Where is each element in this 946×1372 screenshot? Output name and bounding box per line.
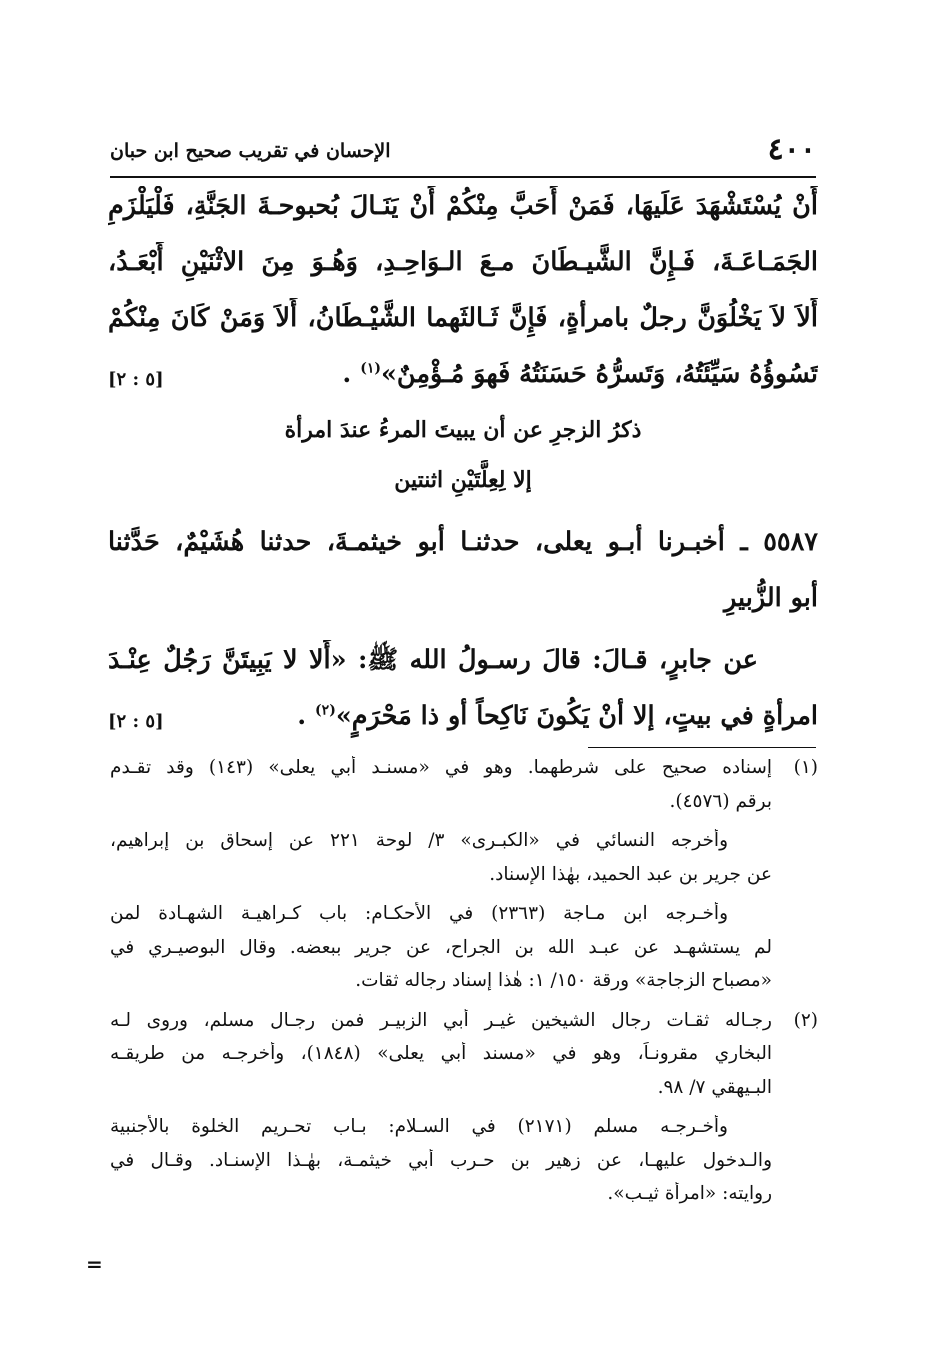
footnote-line: برقم (٤٥٧٦).: [669, 790, 772, 812]
footnote-line: [110, 1009, 818, 1043]
footnote-line: البخاري مقرونـاً، وهو في «مسند أبي يعلى» (١٨٤٨)، وأخرجـه من طريقـه: [110, 1043, 773, 1064]
running-title: الإحسان في تقريب صحيح ابن حبان: [110, 140, 391, 162]
hadith-reference: [٥ : ٢]: [108, 711, 164, 732]
isnad-line: [108, 578, 818, 634]
text-line: الجَمَـاعَـةَ، فَـإِنَّ الشَّيـطَانَ مـعَ الـوَاحِـدِ، وَهُـوَ مِنَ الاثْنَيْنِ أَبْعَـدُ،: [108, 247, 818, 277]
footnote-line: وأخـرجـه مسلم (٢١٧١) في السـلام: بـاب تحـريم الخلوة بالأجنبية: [110, 1116, 728, 1137]
hadith-reference: [٥ : ٢]: [108, 369, 164, 390]
footnote-line: روايته: «امرأة ثيـب».: [607, 1183, 772, 1204]
text-line: أَنْ يُسْتَشْهَدَ عَلَيهَا، فَمَنْ أَحَبَّ مِنْكُمْ أَنْ يَنَـالَ بُحبوحـةَ الجَنَّةِ، فَلْيَلْزَمِ: [108, 191, 818, 221]
footnote-number: (٢): [793, 1009, 818, 1031]
hadith-line: امرأةٍ في بيتٍ، إلا أنْ يَكُونَ نَاكِحاً أو ذا مَحْرَمٍ»$^{(٢)}$ . [٥ : ٢]: [108, 701, 818, 732]
footnote-text: رجـاله ثقـات رجال الشيخين غيـر أبي الزبيـر فمن رجـال مسلم، وروى لـه: [110, 1009, 772, 1031]
chapter-heading: إلا لِعِلَّتَيْنِ اثنتين: [394, 467, 532, 493]
footnote-number: (١): [793, 757, 818, 778]
page-number: ٤٠٠: [767, 132, 816, 167]
footnote-line: البـيهقي ٧/ ٩٨.: [657, 1076, 772, 1098]
isnad-line-content: أبو الزُّبيرِ: [723, 583, 818, 613]
footnote-line: عن جرير بن عبد الحميد، بهٰذا الإسناد.: [489, 863, 772, 885]
hadith-line: عن جابرٍ، قـالَ: قالَ رسـولُ الله ﷺ: «أَلا لا يَبِيتَنَّ رَجُلٌ عِنْـدَ: [108, 645, 758, 675]
footnote-marker: (٢): [315, 702, 336, 719]
hadith-line-content: امرأةٍ في بيتٍ، إلا أنْ يَكُونَ نَاكِحاً أو ذا مَحْرَمٍ»: [335, 701, 818, 731]
footnote-marker: (١): [360, 360, 381, 377]
footnote-line: لم يستشهـد عن عبـد الله بن الجراح، عن جرير ببعضه. وقال البوصيـري في: [110, 936, 772, 958]
footnote-separator: [588, 747, 816, 748]
footnote-line: «مصباح الزجاجة» ورقة ١٥٠/ ١: هٰذا إسناد رجاله ثقات.: [355, 970, 772, 991]
footnote-line: وأخـرجه ابن مـاجة (٢٣٦٣) في الأحكـام: باب كـراهيـة الشهـادة لمن: [110, 903, 729, 924]
footnote-text: إسناده صحيح على شرطهما. وهو في «مسنـد أبي يعلى» (١٤٣) وقد تقـدم: [110, 757, 772, 778]
footnote-line: والـدخول عليهـا، عن زهير بن حـرب أبي خيثمـة، بهٰـذا الإسنـاد. وقـال في: [110, 1149, 772, 1171]
continuation-mark: =: [86, 1252, 103, 1276]
main-text: [108, 186, 818, 752]
page-header: [110, 128, 816, 178]
footnote-line: [110, 756, 818, 790]
footnote-line: وأخرجه النسائي في «الكبـرى» ٣/ لوحة ٢٢١ عن إسحاق بن إبراهيم،: [110, 830, 729, 851]
text-line-content: تَسُوؤُهُ سَيِّئَتُهُ، وَتَسرُّهُ حَسَنَتُهُ فَهوَ مُـؤْمِنٌ»: [380, 359, 818, 389]
text-line: تَسُوؤُهُ سَيِّئَتُهُ، وَتَسرُّهُ حَسَنَتُهُ فَهوَ مُـؤْمِنٌ»$^{(١)}$ . [٥ : ٢]: [108, 359, 818, 390]
isnad-line: ٥٥٨٧ ـ أخبـرنا أبـو يعلى، حدثنـا أبو خيثمـةَ، حدثنا هُشَيْمٌ، حَدَّثنا: [108, 527, 818, 557]
chapter-heading: ذكرُ الزجرِ عن أن يبيتَ المرءُ عندَ امرأة: [284, 417, 642, 443]
footnotes: [110, 756, 818, 1216]
text-line: أَلاَ لاَ يَخْلُوَنَّ رجلٌ بامرأةٍ، فَإِنَّ ثَـالثَهما الشَّيْـطَانُ، أَلاَ وَمَنْ كَانَ مِنْكُمْ: [108, 303, 818, 333]
